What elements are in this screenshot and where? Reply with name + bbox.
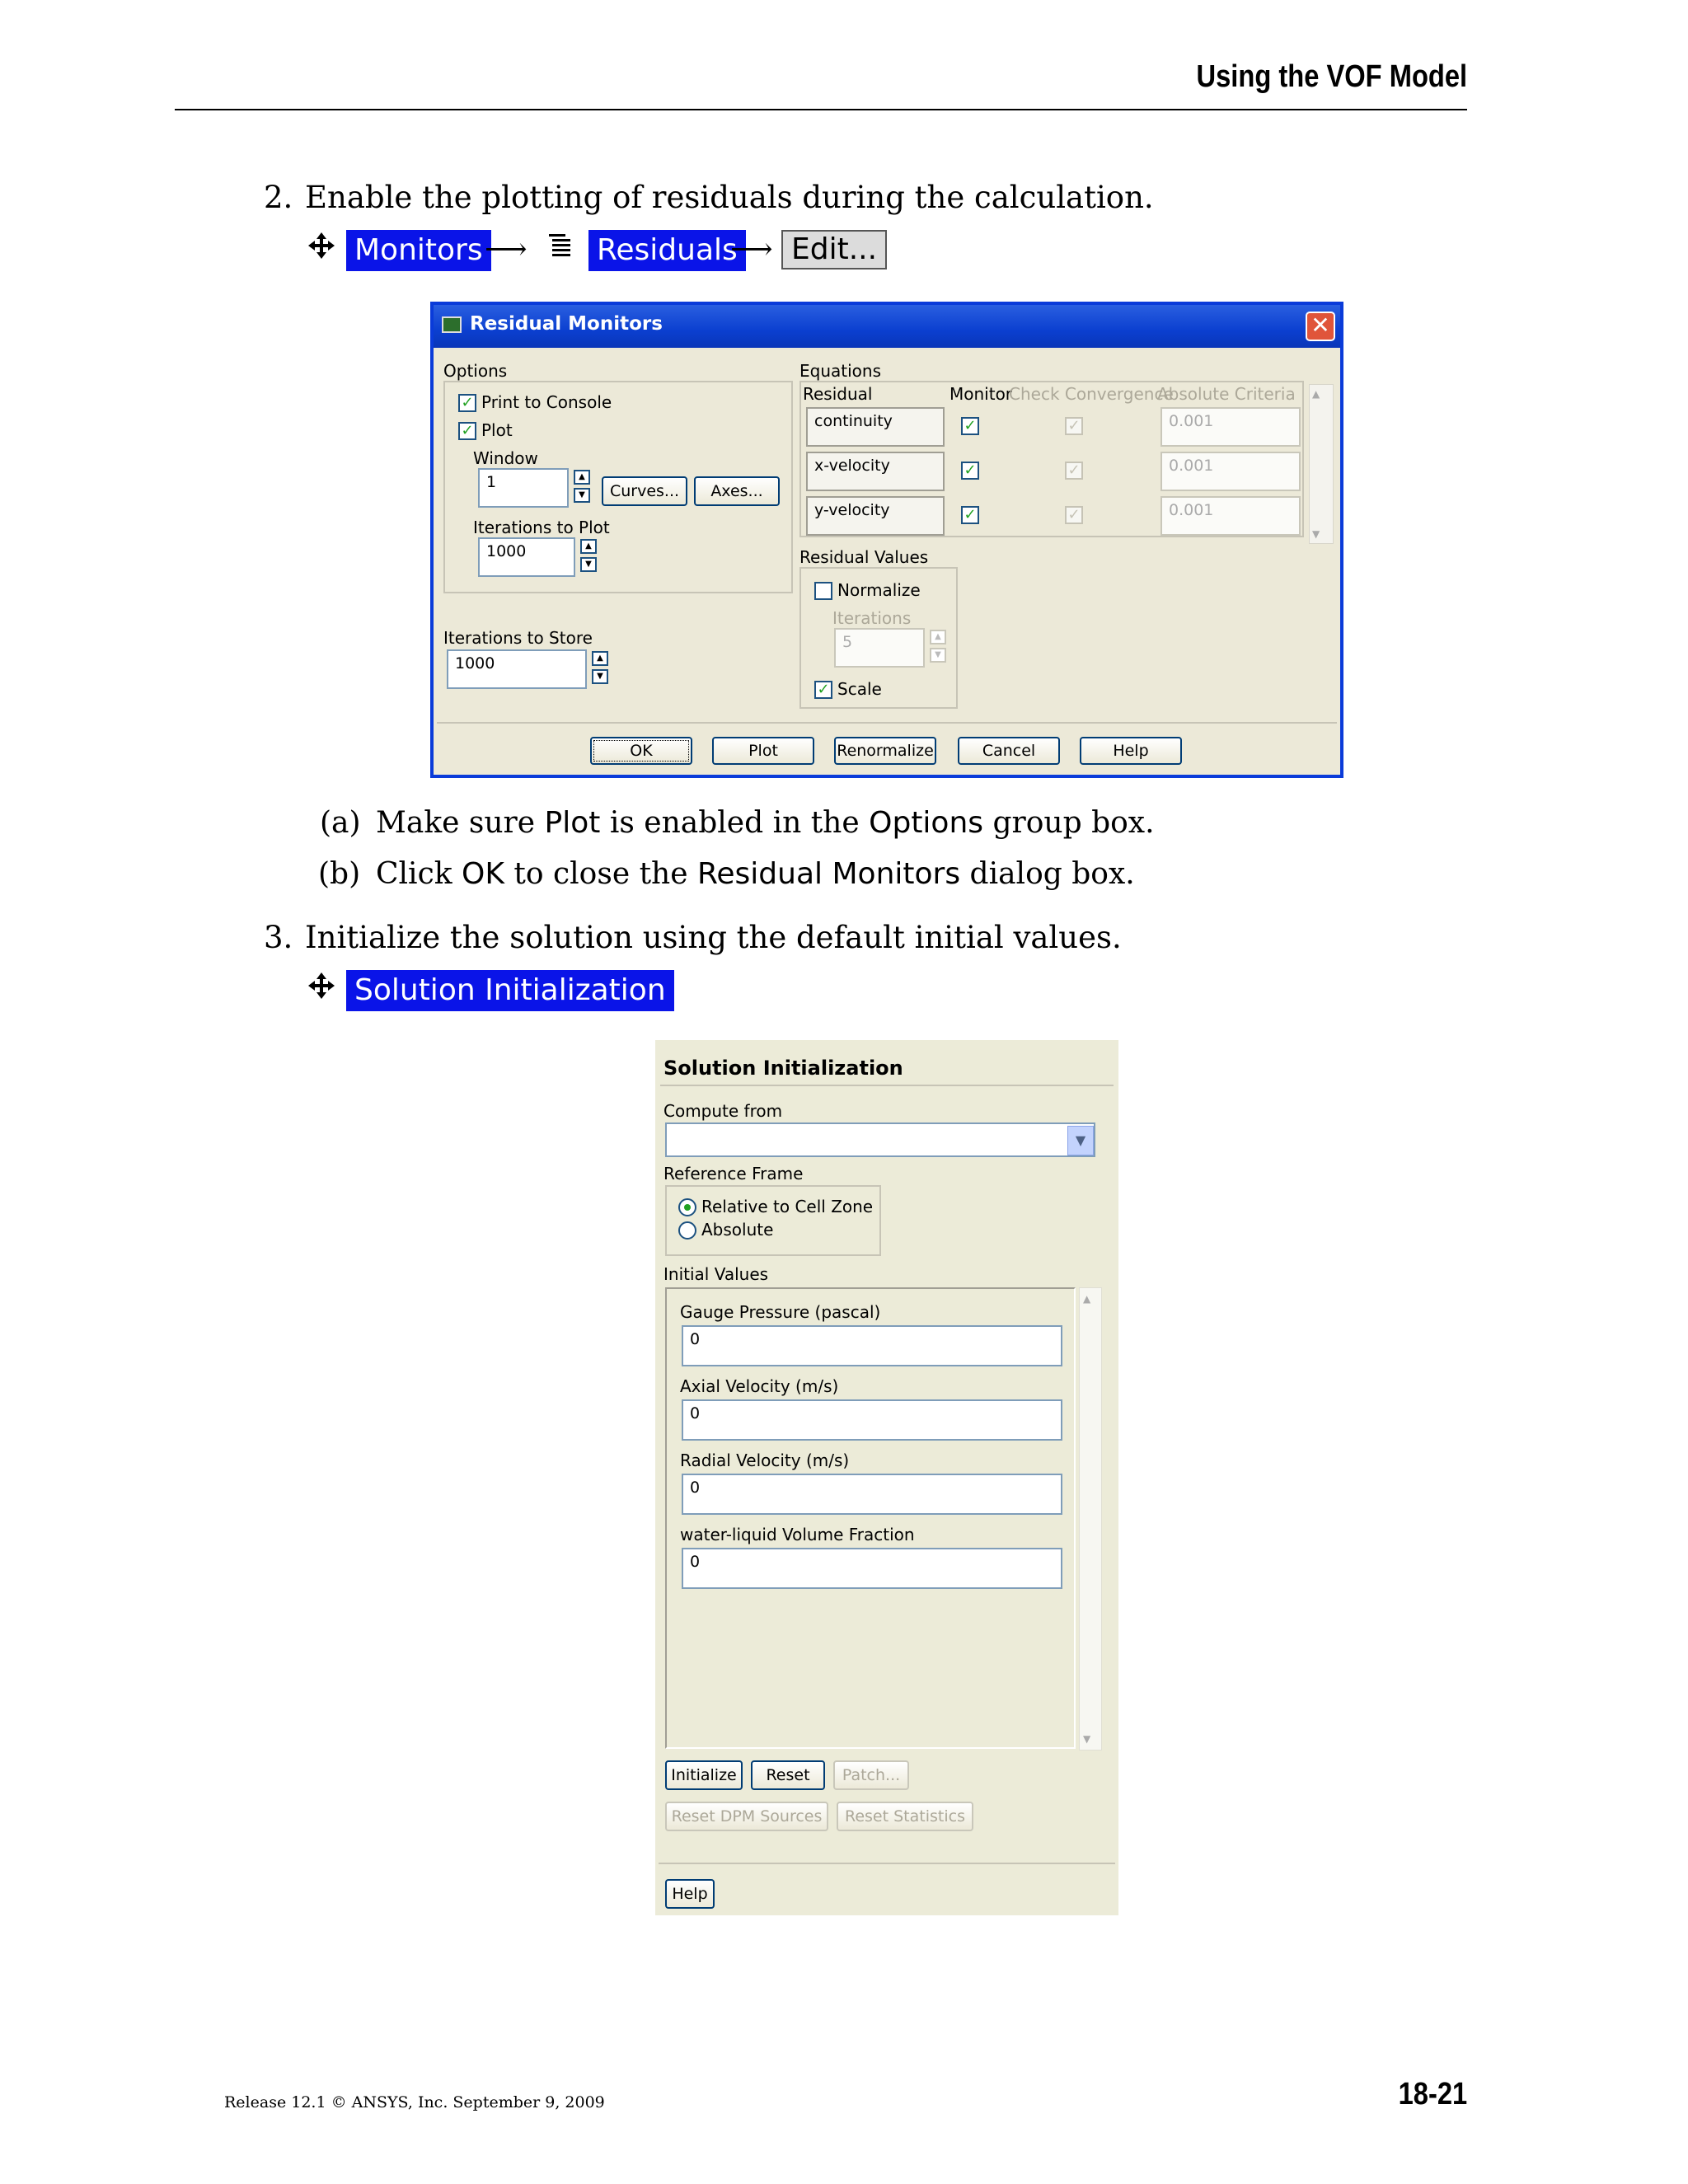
reset-button[interactable]: Reset: [751, 1760, 825, 1790]
equations-scrollbar[interactable]: ▲ ▼: [1309, 384, 1334, 544]
running-header: Using the VOF Model: [1196, 59, 1467, 94]
step-3-text: Initialize the solution using the default initial values.: [305, 920, 1122, 955]
normalize-checkbox[interactable]: [814, 582, 832, 600]
button-separator: [437, 722, 1337, 724]
compute-from-label: Compute from: [663, 1101, 783, 1121]
monitor-checkbox-continuity[interactable]: ✓: [961, 417, 979, 435]
gauge-pressure-field[interactable]: 0: [682, 1325, 1062, 1366]
step-2-text: Enable the plotting of residuals during the calculation.: [305, 180, 1154, 215]
list-icon: [547, 232, 574, 259]
close-button[interactable]: ✕: [1306, 312, 1335, 341]
axial-velocity-label: Axial Velocity (m/s): [680, 1376, 839, 1396]
help-button[interactable]: Help: [1080, 737, 1182, 765]
patch-button: Patch...: [833, 1760, 909, 1790]
monitor-checkbox-y-velocity[interactable]: ✓: [961, 506, 979, 524]
path-arrow-2: ⟶: [730, 232, 773, 266]
substep-a-label: (a): [320, 806, 361, 840]
app-icon: [442, 316, 462, 333]
normalize-label: Normalize: [837, 580, 921, 600]
relative-label: Relative to Cell Zone: [701, 1197, 874, 1216]
step-3-number: 3.: [264, 920, 293, 955]
residual-name-continuity: continuity: [806, 407, 945, 447]
options-label: Options: [443, 361, 508, 381]
gauge-pressure-label: Gauge Pressure (pascal): [680, 1302, 881, 1322]
scale-checkbox[interactable]: ✓: [814, 681, 832, 699]
renormalize-button[interactable]: Renormalize: [834, 737, 936, 765]
release-footer: Release 12.1 © ANSYS, Inc. September 9, 2009: [224, 2093, 605, 2111]
residual-name-x-velocity: x-velocity: [806, 452, 945, 491]
col-monitor: Monitor: [950, 384, 1013, 404]
volume-fraction-field[interactable]: 0: [682, 1548, 1062, 1589]
curves-button[interactable]: Curves...: [602, 476, 687, 506]
window-label: Window: [473, 448, 538, 468]
col-residual: Residual: [803, 384, 873, 404]
initialize-button[interactable]: Initialize: [665, 1760, 743, 1790]
scale-label: Scale: [837, 679, 882, 699]
monitors-menu-item[interactable]: Monitors: [346, 230, 491, 271]
check-convergence-checkbox-continuity: ✓: [1065, 417, 1083, 435]
radial-velocity-field[interactable]: 0: [682, 1474, 1062, 1515]
radial-velocity-label: Radial Velocity (m/s): [680, 1451, 850, 1470]
reset-dpm-sources-button: Reset DPM Sources: [665, 1802, 828, 1831]
iterations-label: Iterations: [832, 608, 912, 628]
compute-from-select[interactable]: [665, 1122, 1095, 1157]
absolute-radio[interactable]: [678, 1221, 696, 1240]
reset-statistics-button: Reset Statistics: [837, 1802, 973, 1831]
window-spin-down[interactable]: ▼: [574, 488, 590, 503]
step-2-number: 2.: [264, 180, 293, 215]
bottom-separator: [659, 1863, 1115, 1864]
check-convergence-checkbox-x-velocity: ✓: [1065, 462, 1083, 480]
move-arrows-icon: [307, 231, 336, 260]
iterations-to-plot-label: Iterations to Plot: [473, 518, 610, 537]
iterations-to-plot-spin-down[interactable]: ▼: [580, 557, 597, 572]
absolute-label: Absolute: [701, 1220, 774, 1240]
solution-initialization-panel: [655, 1040, 1118, 1915]
ok-button[interactable]: OK: [590, 737, 692, 765]
residual-values-label: Residual Values: [799, 547, 929, 567]
residuals-menu-item[interactable]: Residuals: [588, 230, 746, 271]
window-spin-up[interactable]: ▲: [574, 470, 590, 485]
col-absolute-criteria: Absolute Criteria: [1157, 384, 1296, 404]
window-field[interactable]: 1: [478, 468, 569, 508]
residual-monitors-dialog: [430, 302, 1343, 778]
plot-label: Plot: [481, 420, 513, 440]
iterations-to-store-field[interactable]: 1000: [447, 649, 587, 689]
reference-frame-label: Reference Frame: [663, 1164, 804, 1183]
iterations-spin-down: ▼: [930, 648, 946, 663]
header-rule: [175, 109, 1467, 110]
edit-button[interactable]: Edit...: [781, 230, 887, 269]
iterations-to-plot-spin-up[interactable]: ▲: [580, 539, 597, 554]
criteria-field-y-velocity: 0.001: [1160, 496, 1301, 536]
print-to-console-label: Print to Console: [481, 392, 612, 412]
iterations-to-store-spin-up[interactable]: ▲: [592, 651, 608, 666]
initial-values-scrollbar[interactable]: ▲ ▼: [1079, 1287, 1102, 1750]
criteria-field-x-velocity: 0.001: [1160, 452, 1301, 491]
initial-values-label: Initial Values: [663, 1264, 769, 1284]
iterations-field: 5: [834, 628, 925, 668]
solution-initialization-menu-item[interactable]: Solution Initialization: [346, 970, 674, 1011]
equations-label: Equations: [799, 361, 881, 381]
cancel-button[interactable]: Cancel: [958, 737, 1060, 765]
panel-title: Solution Initialization: [663, 1057, 903, 1080]
print-to-console-checkbox[interactable]: ✓: [458, 394, 476, 412]
monitor-checkbox-x-velocity[interactable]: ✓: [961, 462, 979, 480]
chevron-down-icon[interactable]: ▼: [1067, 1126, 1094, 1155]
iterations-spin-up: ▲: [930, 630, 946, 644]
criteria-field-continuity: 0.001: [1160, 407, 1301, 447]
col-check-convergence: Check Convergence: [1009, 384, 1174, 404]
path-arrow-1: ⟶: [485, 232, 528, 266]
axes-button[interactable]: Axes...: [694, 476, 780, 506]
iterations-to-store-label: Iterations to Store: [443, 628, 593, 648]
move-arrows-icon: [307, 971, 336, 1001]
plot-checkbox[interactable]: ✓: [458, 422, 476, 440]
plot-button[interactable]: Plot: [712, 737, 814, 765]
help-button[interactable]: Help: [665, 1879, 715, 1909]
check-convergence-checkbox-y-velocity: ✓: [1065, 506, 1083, 524]
page-number: 18-21: [1398, 2077, 1467, 2111]
iterations-to-store-spin-down[interactable]: ▼: [592, 669, 608, 684]
title-separator: [660, 1085, 1114, 1086]
substep-a-text: Make sure Plot is enabled in the Options group box.: [376, 806, 1155, 840]
volume-fraction-label: water-liquid Volume Fraction: [680, 1525, 915, 1544]
iterations-to-plot-field[interactable]: 1000: [478, 537, 575, 577]
axial-velocity-field[interactable]: 0: [682, 1399, 1062, 1441]
relative-radio[interactable]: [678, 1198, 696, 1216]
substep-b-label: (b): [318, 857, 361, 891]
residual-name-y-velocity: y-velocity: [806, 496, 945, 536]
substep-b-text: Click OK to close the Residual Monitors dialog box.: [376, 857, 1135, 891]
dialog-title: Residual Monitors: [470, 313, 663, 335]
